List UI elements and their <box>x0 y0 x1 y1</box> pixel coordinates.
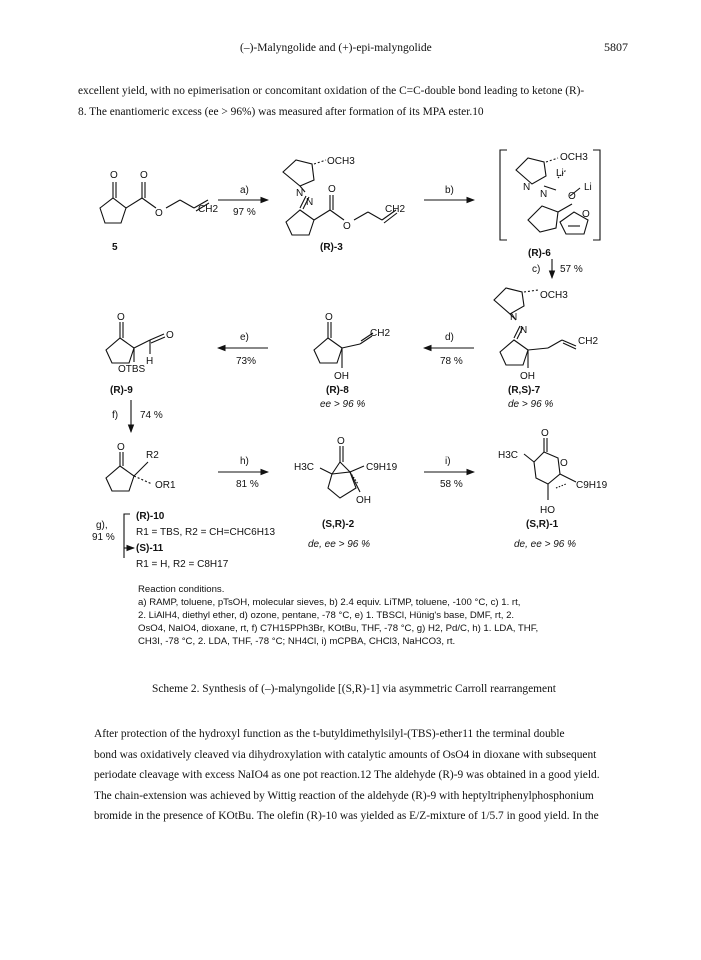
atom-label: OCH3 <box>560 152 588 163</box>
conditions-line: a) RAMP, toluene, pTsOH, molecular sieves, b) 2.4 equiv. LiTMP, toluene, -100 °C, c) 1. rt, <box>138 597 521 608</box>
arrow-h-yield: 81 % <box>236 479 259 490</box>
compound-label: (S)-11 <box>136 543 164 554</box>
arrow-d-label: d) <box>445 332 454 343</box>
arrow-d-yield: 78 % <box>440 356 463 367</box>
atom-label: O <box>337 436 345 447</box>
arrow-f-yield: 74 % <box>140 410 163 421</box>
atom-label: H3C <box>498 450 519 461</box>
atom-label: N <box>520 325 528 336</box>
atom-label: O <box>325 312 333 323</box>
atom-label: H3C <box>294 462 315 473</box>
compound-label: (R)-10 <box>136 511 165 522</box>
atom-label: O <box>110 170 118 181</box>
paragraph-line: bond was oxidatively cleaved via dihydroxylation with catalytic amounts of OsO4 in dioxane with subsequent <box>94 748 597 761</box>
atom-label: O <box>155 208 163 219</box>
atom-label: Li <box>584 182 592 193</box>
conditions-line: CH3I, -78 °C, 2. LDA, THF, -78 °C; NH4Cl, i) mCPBA, CHCl3, NaHCO3, rt. <box>138 636 456 647</box>
compound-de: de > 96 % <box>508 399 554 410</box>
compound-label: (R)-9 <box>110 385 133 396</box>
paragraph-body <box>78 724 628 827</box>
compound-deee: de, ee > 96 % <box>308 539 370 550</box>
paragraph-line: After protection of the hydroxyl function as the t-butyldimethylsilyl-(TBS)-ether11 the terminal double <box>94 728 565 740</box>
atom-label: N <box>523 182 531 193</box>
atom-label: OCH3 <box>540 290 568 301</box>
atom-label: OR1 <box>155 480 176 491</box>
atom-label: H <box>146 356 154 367</box>
atom-label: CH2 <box>198 204 219 215</box>
arrow-b-label: b) <box>445 185 454 196</box>
conditions-line: 2. LiAlH4, diethyl ether, d) ozone, pentane, -78 °C, e) 1. TBSCl, Hünig's base, DMF, rt, 2. <box>138 610 515 621</box>
compound-R8-structure <box>314 322 373 368</box>
atom-label: N <box>306 197 314 208</box>
atom-label: O <box>582 209 590 220</box>
atom-label: R2 <box>146 450 159 461</box>
compound-R9-structure <box>106 322 165 363</box>
atom-label: O <box>140 170 148 181</box>
atom-label: O <box>541 428 549 439</box>
compound-R6-structure <box>500 150 600 240</box>
compound-deee: de, ee > 96 % <box>514 539 576 550</box>
atom-label: N <box>510 312 518 323</box>
arrow-g-yield: 91 % <box>92 532 115 543</box>
atom-label: O <box>117 442 125 453</box>
arrow-g <box>124 514 130 558</box>
compound-label: (R,S)-7 <box>508 385 541 396</box>
atom-label: O <box>343 221 351 232</box>
arrow-h-label: h) <box>240 456 249 467</box>
atom-label: N <box>296 188 304 199</box>
compound-label: (S,R)-1 <box>526 519 559 530</box>
conditions-line: OsO4, NaIO4, dioxane, rt, f) C7H15PPh3Br, KOtBu, THF, -78 °C, g) H2, Pd/C, h) 1. LDA, THF, <box>138 623 539 634</box>
compound-label: 5 <box>112 242 118 253</box>
atom-label: HO <box>540 505 555 516</box>
arrow-f-label: f) <box>112 410 119 421</box>
arrow-c-label: c) <box>532 264 541 275</box>
atom-label: O <box>560 458 568 469</box>
atom-label: OH <box>520 371 535 382</box>
atom-label: CH2 <box>578 336 599 347</box>
atom-label: N <box>540 189 548 200</box>
atom-label: O <box>117 312 125 323</box>
atom-label: CH2 <box>370 328 391 339</box>
atom-label: O <box>328 184 336 195</box>
atom-label: OH <box>334 371 349 382</box>
compound-substituents: R1 = TBS, R2 = CH=CHC6H13 <box>136 527 276 538</box>
page-number: 5807 <box>604 40 628 54</box>
compound-label: (R)-3 <box>320 242 343 253</box>
atom-label: OCH3 <box>327 156 355 167</box>
arrow-a-yield: 97 % <box>233 207 256 218</box>
atom-label: C9H19 <box>366 462 398 473</box>
paragraph-line: periodate cleavage with excess NaIO4 as one pot reaction.12 The aldehyde (R)-9 was obtained in a good yield. <box>94 769 600 782</box>
paragraph-line: bromide in the presence of KOtBu. The olefin (R)-10 was yielded as E/Z-mixture of 1/5.7 in good yield. In the <box>94 810 599 823</box>
compound-label: (S,R)-2 <box>322 519 355 530</box>
compound-SR2-structure <box>320 446 364 498</box>
compound-label: (R)-8 <box>326 385 349 396</box>
atom-label: OTBS <box>118 364 146 375</box>
compound-SR1-structure <box>524 438 576 500</box>
compound-label: (R)-6 <box>528 248 551 259</box>
compound-ee: ee > 96 % <box>320 399 366 410</box>
atom-label: C9H19 <box>576 480 608 491</box>
running-title: (–)-Malyngolide and (+)-epi-malyngolide <box>240 42 432 54</box>
paragraph-line: 8. The enantiomeric excess (ee > 96%) was measured after formation of its MPA ester.10 <box>78 105 484 118</box>
compound-substituents: R1 = H, R2 = C8H17 <box>136 559 229 570</box>
arrow-i-yield: 58 % <box>440 479 463 490</box>
atom-label: O <box>568 191 576 202</box>
arrow-c-yield: 57 % <box>560 264 583 275</box>
reaction-conditions <box>138 583 638 648</box>
conditions-heading: Reaction conditions. <box>138 584 225 595</box>
atom-label: OH <box>356 495 371 506</box>
atom-label: Li <box>556 168 564 179</box>
arrow-e-yield: 73% <box>236 356 257 367</box>
arrow-e-label: e) <box>240 332 249 343</box>
atom-label: CH2 <box>385 204 406 215</box>
paragraph-line: excellent yield, with no epimerisation or concomitant oxidation of the C=C-double bond leading to ketone (R)- <box>78 85 585 97</box>
arrow-i-label: i) <box>445 456 451 467</box>
scheme-caption: Scheme 2. Synthesis of (–)-malyngolide [(S,R)-1] via asymmetric Carroll rearrangement <box>152 683 556 695</box>
paragraph-line: The chain-extension was achieved by Wittig reaction of the aldehyde (R)-9 with heptyltriphenylphosphonium <box>94 789 594 802</box>
arrow-g-label: g), <box>96 520 108 531</box>
arrow-a-label: a) <box>240 185 249 196</box>
atom-label: O <box>166 330 174 341</box>
